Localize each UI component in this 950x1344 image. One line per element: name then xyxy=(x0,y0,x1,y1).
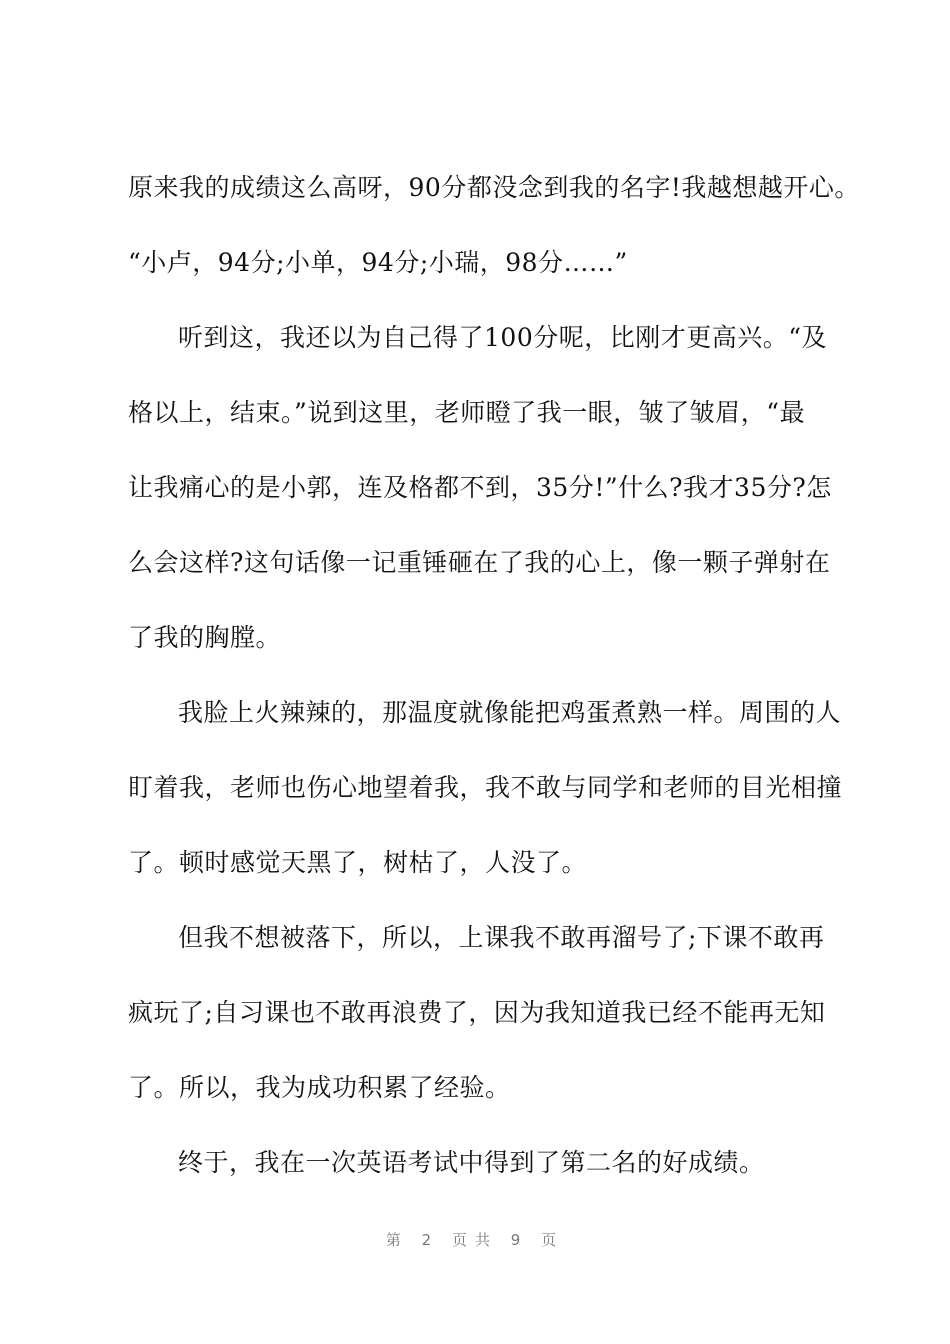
text-line: 了。顿时感觉天黑了，树枯了，人没了。 xyxy=(128,848,588,877)
text-line: 让我痛心的是小郭，连及格都不到，35分!”什么?我才35分?怎 xyxy=(128,473,832,502)
text-line: 盯着我，老师也伤心地望着我，我不敢与同学和老师的目光相撞 xyxy=(128,773,843,802)
paragraph-start-line: 终于，我在一次英语考试中得到了第二名的好成绩。 xyxy=(178,1148,765,1177)
text-line: 疯玩了;自习课也不敢再浪费了，因为我知道我已经不能再无知 xyxy=(128,998,826,1027)
text-line: 么会这样?这句话像一记重锤砸在了我的心上，像一颗子弹射在 xyxy=(128,548,831,577)
paragraph-start-line: 听到这，我还以为自己得了100分呢，比刚才更高兴。“及 xyxy=(178,323,828,352)
document-body xyxy=(128,168,860,1218)
text-line: 了我的胸膛。 xyxy=(128,623,282,652)
text-line: 了。所以，我为成功积累了经验。 xyxy=(128,1073,511,1102)
text-line: 格以上，结束。”说到这里，老师瞪了我一眼，皱了皱眉，“最 xyxy=(128,398,806,427)
paragraph-start-line: 但我不想被落下，所以，上课我不敢再溜号了;下课不敢再 xyxy=(178,923,825,952)
page-number-footer: 第 2 页共 9 页 xyxy=(385,1231,565,1249)
text-line: “小卢，94分;小单，94分;小瑞，98分……” xyxy=(128,248,628,277)
text-line: 原来我的成绩这么高呀，90分都没念到我的名字!我越想越开心。 xyxy=(128,173,860,202)
paragraph-start-line: 我脸上火辣辣的，那温度就像能把鸡蛋煮熟一样。周围的人 xyxy=(178,698,842,727)
